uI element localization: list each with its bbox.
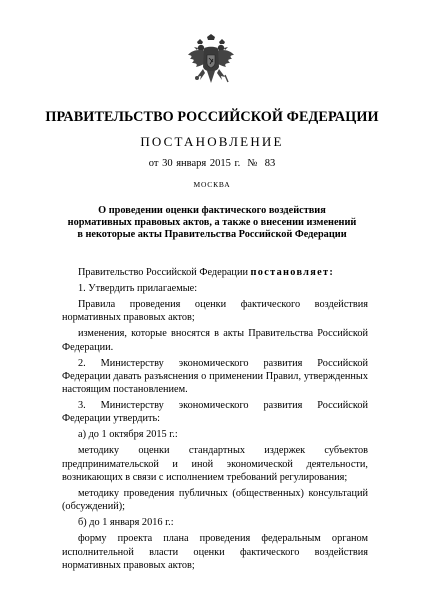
intro-decree-word: постановляет: bbox=[250, 267, 335, 278]
title-line: О проведении оценки фактического воздействия bbox=[98, 205, 326, 216]
paragraph: изменения, которые вносятся в акты Правительства Российской Федерации. bbox=[62, 328, 368, 353]
paragraph: а) до 1 октября 2015 г.: bbox=[78, 429, 178, 441]
city-name: МОСКВА bbox=[193, 180, 231, 189]
paragraph: 3. Министерству экономического развития Российской Федерации утвердить: bbox=[62, 400, 368, 425]
date-and-number: от 30 января 2015 г. № 83 bbox=[148, 158, 276, 169]
document-body bbox=[62, 266, 368, 572]
paragraph: 2. Министерству экономического развития Российской Федерации давать разъяснения о применении Правил, утвержденных настоящим постановлением. bbox=[62, 357, 368, 396]
paragraph-intro bbox=[62, 266, 368, 279]
document-title bbox=[0, 205, 424, 241]
government-name: ПРАВИТЕЛЬСТВО РОССИЙСКОЙ ФЕДЕРАЦИИ bbox=[45, 109, 379, 125]
paragraph: Правила проведения оценки фактического воздействия нормативных правовых актов; bbox=[62, 298, 368, 324]
title-line: в некоторые акты Правительства Российской Федерации bbox=[77, 229, 347, 240]
paragraph: методику проведения публичных (общественных) консультаций (обсуждений); bbox=[62, 487, 368, 513]
paragraph: 1. Утвердить прилагаемые: bbox=[78, 282, 198, 294]
title-line: нормативных правовых актов, а также о внесении изменений bbox=[67, 217, 357, 228]
document-type: ПОСТАНОВЛЕНИЕ bbox=[140, 134, 284, 149]
coat-of-arms-icon bbox=[187, 33, 235, 89]
paragraph: б) до 1 января 2016 г.: bbox=[78, 517, 174, 529]
paragraph: форму проекта плана проведения федеральным органом исполнительной власти оценки фактического воздействия нормативных правовых актов; bbox=[62, 533, 368, 571]
intro-text: Правительство Российской Федерации bbox=[78, 267, 251, 278]
paragraph: методику оценки стандартных издержек субъектов предпринимательской и иной экономической деятельности, возникающих в связи с исполнением требований регулирования; bbox=[62, 445, 368, 483]
